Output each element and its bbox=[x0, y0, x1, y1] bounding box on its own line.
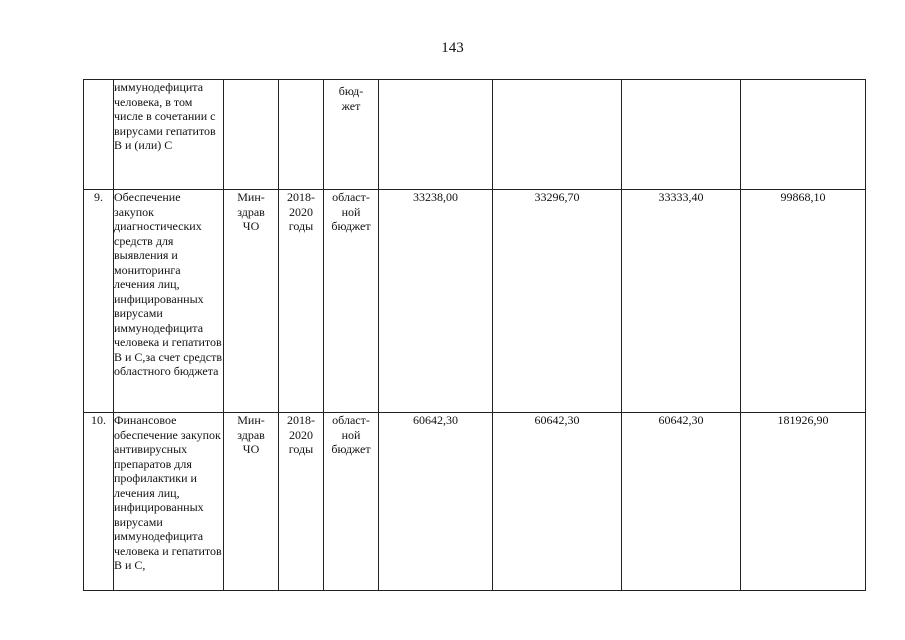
value-2019: 60642,30 bbox=[493, 413, 622, 591]
row-number: 9. bbox=[84, 190, 114, 413]
executor-cell: Мин- здрав ЧО bbox=[224, 190, 279, 413]
table-row bbox=[84, 80, 866, 190]
period-cell bbox=[279, 80, 324, 190]
funding-source-cell: област- ной бюджет bbox=[324, 190, 379, 413]
value-2019 bbox=[493, 80, 622, 190]
funding-source-cell: област- ной бюджет bbox=[324, 413, 379, 591]
funding-source-cell: бюд- жет bbox=[324, 80, 379, 190]
value-2020: 33333,40 bbox=[622, 190, 741, 413]
program-measures-table bbox=[83, 79, 866, 591]
row-number: 10. bbox=[84, 413, 114, 591]
value-total: 181926,90 bbox=[741, 413, 866, 591]
value-2018 bbox=[379, 80, 493, 190]
measure-name: иммунодефицита человека, в том числе в сочетании с вирусами гепатитов В и (или) С bbox=[114, 80, 224, 190]
period-cell: 2018- 2020 годы bbox=[279, 413, 324, 591]
executor-cell bbox=[224, 80, 279, 190]
value-2018: 60642,30 bbox=[379, 413, 493, 591]
executor-cell: Мин- здрав ЧО bbox=[224, 413, 279, 591]
measure-name: Обеспечение закупок диагностических средств для выявления и мониторинга лечения лиц, инфицированных вирусами иммунодефицита человека и гепатитов В и С,за счет средств областного бюджета bbox=[114, 190, 224, 413]
value-2020: 60642,30 bbox=[622, 413, 741, 591]
value-2019: 33296,70 bbox=[493, 190, 622, 413]
value-2020 bbox=[622, 80, 741, 190]
table-row bbox=[84, 190, 866, 413]
period-cell: 2018- 2020 годы bbox=[279, 190, 324, 413]
page-number: 143 bbox=[441, 40, 464, 56]
value-2018: 33238,00 bbox=[379, 190, 493, 413]
value-total bbox=[741, 80, 866, 190]
value-total: 99868,10 bbox=[741, 190, 866, 413]
measure-name: Финансовое обеспечение закупок антивирусных препаратов для профилактики и лечения лиц, инфицированных вирусами иммунодефицита человека и гепатитов В и С, bbox=[114, 413, 224, 591]
row-number bbox=[84, 80, 114, 190]
table-row bbox=[84, 413, 866, 591]
